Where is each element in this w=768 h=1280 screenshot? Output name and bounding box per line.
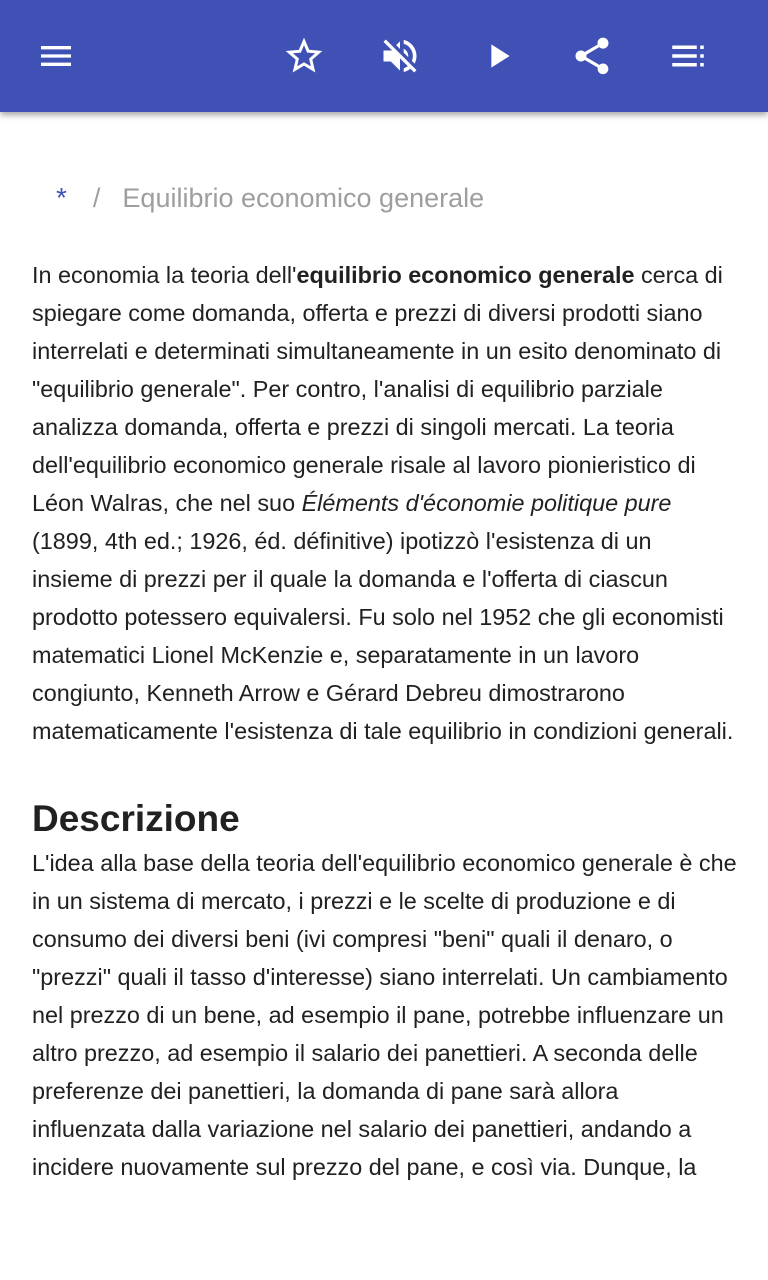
list-icon [667, 35, 709, 77]
breadcrumb-home-link[interactable]: * [56, 182, 67, 213]
breadcrumb-current: Equilibrio economico generale [122, 183, 485, 213]
table-of-contents-button[interactable] [660, 28, 716, 84]
app-toolbar [0, 0, 768, 112]
share-button[interactable] [564, 28, 620, 84]
intro-italic-title: Éléments d'économie politique pure [301, 490, 672, 516]
volume-off-icon [378, 34, 422, 78]
article-content [0, 112, 768, 1280]
mute-button[interactable] [372, 28, 428, 84]
share-icon [570, 34, 614, 78]
section-paragraph: L'idea alla base della teoria dell'equilibrio economico generale è che in un sistema di mercato, i prezzi e le scelte di produzione e di consumo dei diversi beni (ivi compresi "beni" quali il denaro, o "prezzi" quali il tasso d'interesse) siano interrelati. Un cambiamento nel prezzo di un bene, ad esempio il pane, potrebbe influenzare un altro prezzo, ad esempio il salario dei panettieri. A seconda delle preferenze dei panettieri, la domanda di pane sarà allora influenzata dalla variazione nel salario dei panettieri, andando a incidere nuovamente sul prezzo del pane, e così via. Dunque, la [32, 850, 737, 1180]
article-body [32, 256, 738, 1186]
star-outline-icon [282, 34, 326, 78]
menu-button[interactable] [28, 28, 84, 84]
section-heading-descrizione: Descrizione [32, 798, 240, 839]
intro-text-end: (1899, 4th ed.; 1926, éd. définitive) ipotizzò l'esistenza di un insieme di prezzi per il quale la domanda e l'offerta di ciascun prodotto potessero equivalersi. Fu solo nel 1952 che gli economisti matematici Lionel McKenzie e, separatamente in un lavoro congiunto, Kenneth Arrow e Gérard Debreu dimostrarono matematicamente l'esistenza di tale equilibrio in condizioni generali. [32, 528, 734, 744]
intro-text-start: In economia la teoria dell' [32, 262, 297, 288]
intro-bold-term: equilibrio economico generale [296, 262, 635, 288]
favorite-button[interactable] [276, 28, 332, 84]
play-icon [478, 36, 518, 76]
hamburger-menu-icon [36, 36, 76, 76]
intro-paragraph [32, 256, 738, 750]
breadcrumb-separator: / [92, 183, 101, 213]
intro-text-middle: cerca di spiegare come domanda, offerta e prezzi di diversi prodotti siano interrelati e determinati simultaneamente in un esito denominato di "equilibrio generale". Per contro, l'analisi di equilibrio parziale analizza domanda, offerta e prezzi di singoli mercati. La teoria dell'equilibrio economico generale risale al lavoro pionieristico di Léon Walras, che nel suo [32, 262, 723, 516]
breadcrumb [56, 182, 484, 214]
play-button[interactable] [470, 28, 526, 84]
